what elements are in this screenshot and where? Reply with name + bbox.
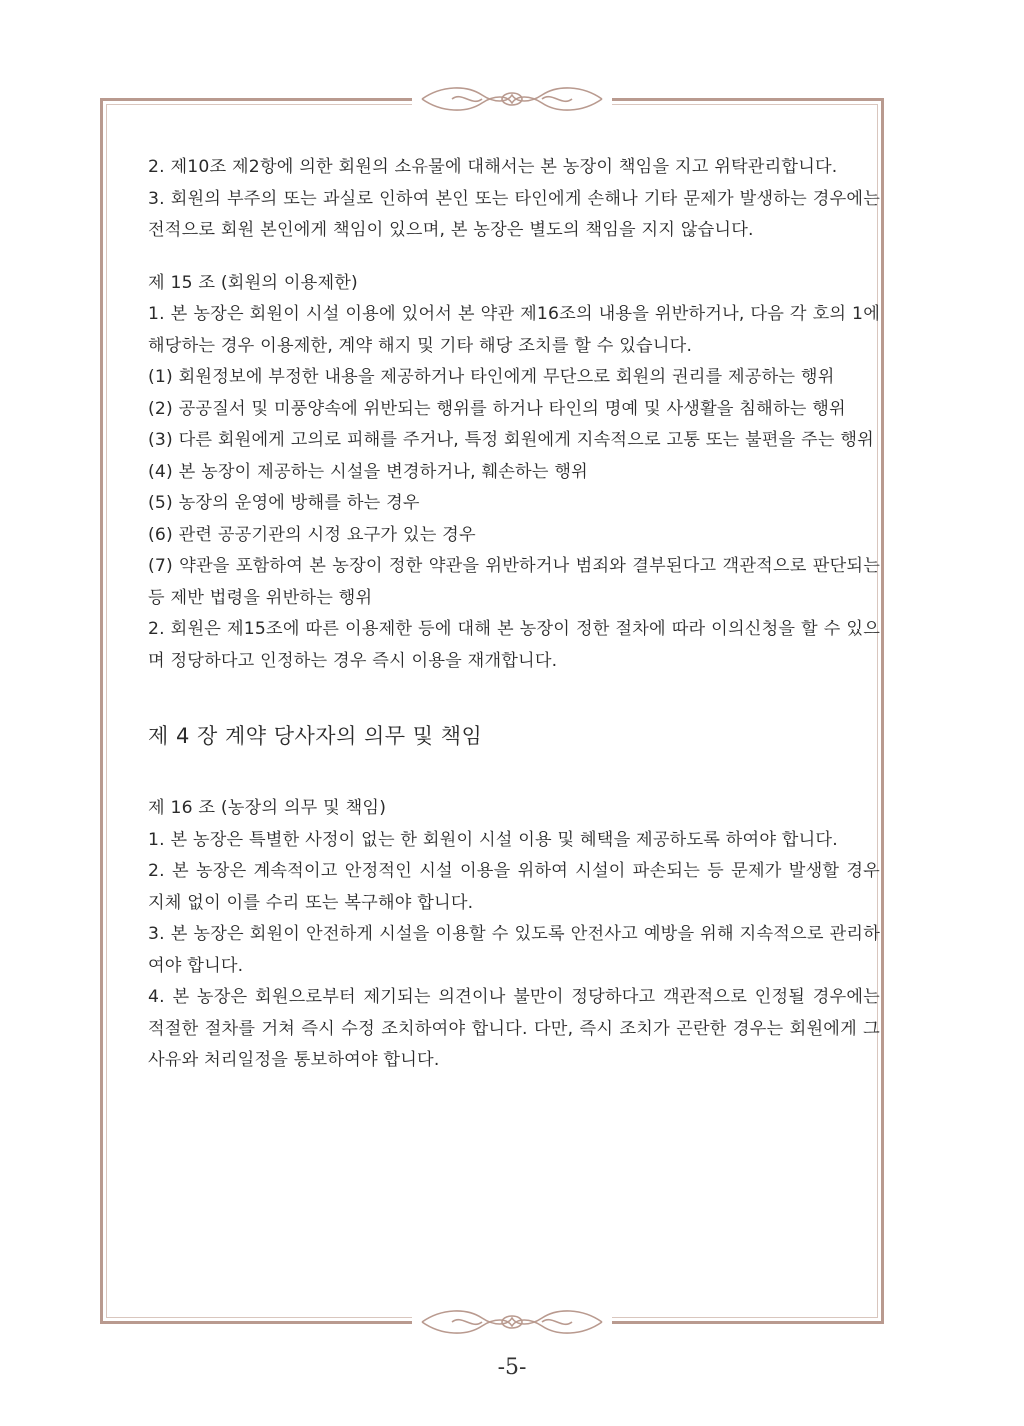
article-16-heading: 제 16 조 (농장의 의무 및 책임) <box>148 798 387 818</box>
article-15-clause-2: 2. 회원은 제15조에 따른 이용제한 등에 대해 본 농장이 정한 절차에 따라 이의신청을 할 수 있으며 정당하다고 인정하는 경우 즉시 이용을 재개합니다. <box>148 619 880 671</box>
article-15-item-7: (7) 약관을 포함하여 본 농장이 정한 약관을 위반하거나 범죄와 결부된다고 객관적으로 판단되는 등 제반 법령을 위반하는 행위 <box>148 556 880 608</box>
document-body <box>148 152 880 1077</box>
article-15-item-1: (1) 회원정보에 부정한 내용을 제공하거나 타인에게 무단으로 회원의 권리를 제공하는 행위 <box>148 367 835 387</box>
article-16-clause-2: 2. 본 농장은 계속적이고 안정적인 시설 이용을 위하여 시설이 파손되는 등 문제가 발생할 경우 지체 없이 이를 수리 또는 복구해야 합니다. <box>148 861 880 913</box>
article-15-heading: 제 15 조 (회원의 이용제한) <box>148 272 358 293</box>
chapter-4-title: 제 4 장 계약 당사자의 의무 및 책임 <box>148 724 483 748</box>
article-14-clause-3: 3. 회원의 부주의 또는 과실로 인하여 본인 또는 타인에게 손해나 기타 문제가 발생하는 경우에는 전적으로 회원 본인에게 책임이 있으며, 본 농장은 별도의 책임을 지지 않습니다. <box>148 188 880 240</box>
article-16-clause-4: 4. 본 농장은 회원으로부터 제기되는 의견이나 불만이 정당하다고 객관적으로 인정될 경우에는 적절한 절차를 거쳐 즉시 수정 조치하여야 합니다. 다만, 즉시 조치가 곤란한 경우는 회원에게 그 사유와 처리일정을 통보하여야 합니다. <box>148 987 880 1070</box>
article-15-item-5: (5) 농장의 운영에 방해를 하는 경우 <box>148 493 420 513</box>
article-16-clause-1: 1. 본 농장은 특별한 사정이 없는 한 회원이 시설 이용 및 혜택을 제공하도록 하여야 합니다. <box>148 829 838 850</box>
bottom-flourish-ornament <box>412 1304 612 1340</box>
top-flourish-ornament <box>412 81 612 117</box>
article-16-clause-3: 3. 본 농장은 회원이 안전하게 시설을 이용할 수 있도록 안전사고 예방을 위해 지속적으로 관리하여야 합니다. <box>148 924 880 976</box>
article-14-clause-2: 2. 제10조 제2항에 의한 회원의 소유물에 대해서는 본 농장이 책임을 지고 위탁관리합니다. <box>148 157 838 177</box>
article-15-item-2: (2) 공공질서 및 미풍양속에 위반되는 행위를 하거나 타인의 명예 및 사생활을 침해하는 행위 <box>148 398 846 419</box>
article-15-item-3: (3) 다른 회원에게 고의로 피해를 주거나, 특정 회원에게 지속적으로 고통 또는 불편을 주는 행위 <box>148 430 874 450</box>
page-number: -5- <box>497 1355 527 1380</box>
article-15-item-4: (4) 본 농장이 제공하는 시설을 변경하거나, 훼손하는 행위 <box>148 461 588 482</box>
article-15-item-6: (6) 관련 공공기관의 시정 요구가 있는 경우 <box>148 524 476 545</box>
article-15-clause-1: 1. 본 농장은 회원이 시설 이용에 있어서 본 약관 제16조의 내용을 위반하거나, 다음 각 호의 1에 해당하는 경우 이용제한, 계약 해지 및 기타 해당 조치를 할 수 있습니다. <box>148 304 880 356</box>
